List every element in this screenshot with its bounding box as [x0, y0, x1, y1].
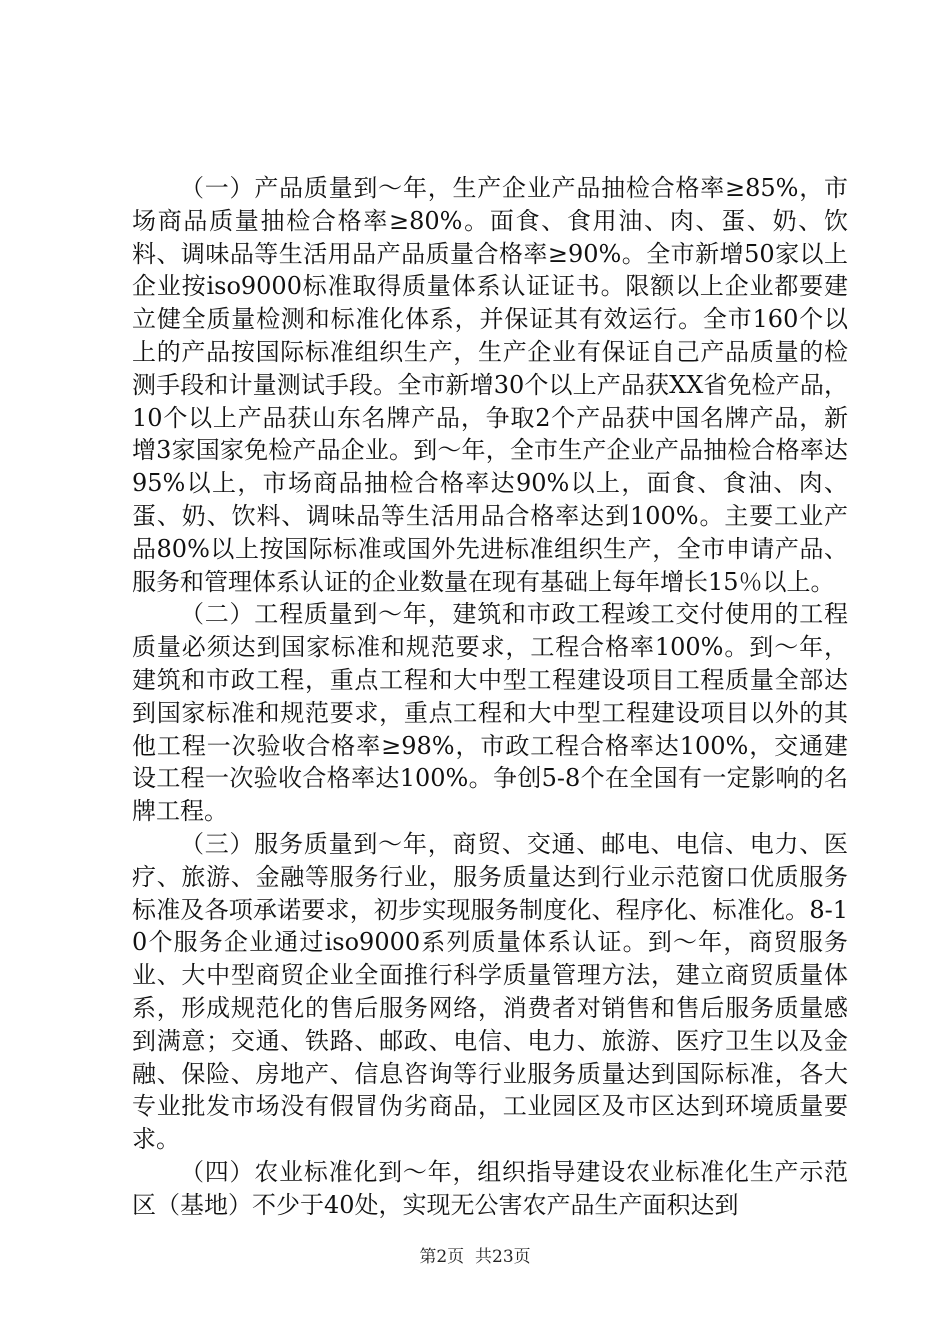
page-footer [0, 1242, 950, 1267]
page-number: 第2页 [419, 1247, 465, 1267]
paragraph-engineering-quality: （二）工程质量到～年，建筑和市政工程竣工交付使用的工程质量必须达到国家标准和规范要求，工程合格率100%。到～年，建筑和市政工程，重点工程和大中型工程建设项目工程质量全部达到国家标准和规范要求，重点工程和大中型工程建设项目以外的其他工程一次验收合格率≥98%，市政工程合格率达100%，交通建设工程一次验收合格率达100%。争创5-8个在全国有一定影响的名牌工程。 [132, 600, 848, 826]
paragraph-product-quality: （一）产品质量到～年，生产企业产品抽检合格率≥85%，市场商品质量抽检合格率≥80%。面食、食用油、肉、蛋、奶、饮料、调味品等生活用品产品质量合格率≥90%。全市新增50家以上企业按iso9000标准取得质量体系认证证书。限额以上企业都要建立健全质量检测和标准化体系，并保证其有效运行。全市160个以上的产品按国际标准组织生产，生产企业有保证自己产品质量的检测手段和计量测试手段。全市新增30个以上产品获XX省免检产品，10个以上产品获山东名牌产品，争取2个产品获中国名牌产品，新增3家国家免检产品企业。到～年，全市生产企业产品抽检合格率达95%以上，市场商品抽检合格率达90%以上，面食、食油、肉、蛋、奶、饮料、调味品等生活用品合格率达到100%。主要工业产品80%以上按国际标准或国外先进标准组织生产，全市申请产品、服务和管理体系认证的企业数量在现有基础上每年增长15％以上。 [132, 174, 848, 596]
page-total: 共23页 [475, 1247, 531, 1267]
document-body [132, 172, 848, 1222]
paragraph-agriculture-standardization: （四）农业标准化到～年，组织指导建设农业标准化生产示范区（基地）不少于40处，实现无公害农产品生产面积达到 [132, 1157, 848, 1219]
paragraph-service-quality: （三）服务质量到～年，商贸、交通、邮电、电信、电力、医疗、旅游、金融等服务行业，服务质量达到行业示范窗口优质服务标准及各项承诺要求，初步实现服务制度化、程序化、标准化。8-10个服务企业通过iso9000系列质量体系认证。到～年，商贸服务业、大中型商贸企业全面推行科学质量管理方法，建立商贸质量体系，形成规范化的售后服务网络，消费者对销售和售后服务质量感到满意；交通、铁路、邮政、电信、电力、旅游、医疗卫生以及金融、保险、房地产、信息咨询等行业服务质量达到国际标准，各大专业批发市场没有假冒伪劣商品，工业园区及市区达到环境质量要求。 [132, 829, 848, 1154]
